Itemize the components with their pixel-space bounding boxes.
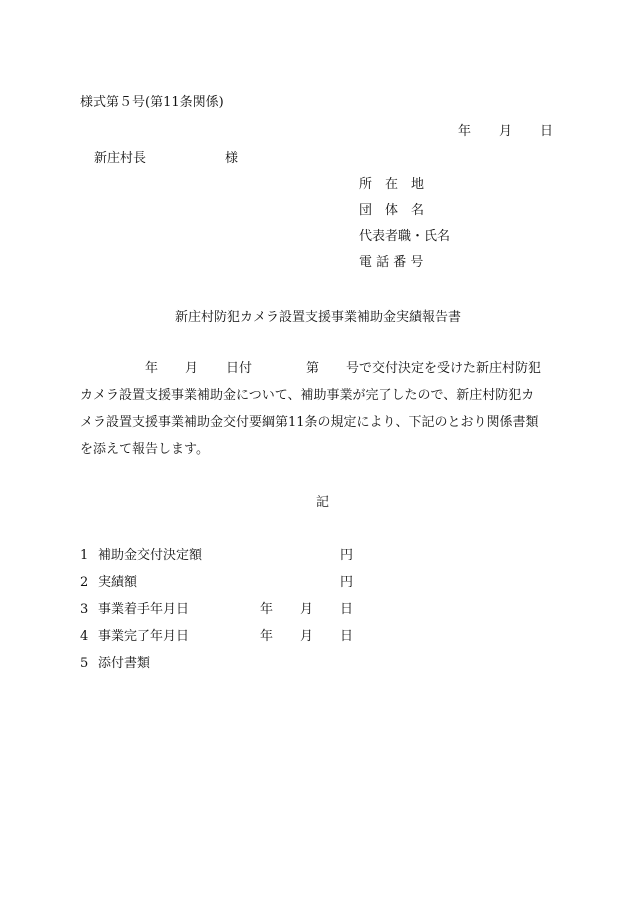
item-label: 実績額 — [98, 575, 138, 590]
date-year-label: 年 — [458, 124, 472, 139]
body-number-prefix: 第 — [306, 361, 320, 376]
item-label: 事業完了年月日 — [98, 629, 190, 644]
addressee-honorific: 様 — [225, 151, 239, 166]
phone-label: 電 話 番 号 — [359, 255, 424, 270]
item-label: 補助金交付決定額 — [98, 548, 203, 563]
address-label: 所 在 地 — [359, 177, 425, 192]
body-line-2: カメラ設置支援事業補助金について、補助事業が完了したので、新庄村防犯カ — [80, 388, 535, 403]
body-year: 年 — [145, 361, 159, 376]
item-month: 月 — [300, 629, 314, 644]
date-day-label: 日 — [540, 124, 554, 139]
item-number: 5 — [80, 656, 89, 671]
body-day-suffix: 日付 — [226, 361, 253, 376]
item-year: 年 — [260, 602, 274, 617]
item-month: 月 — [300, 602, 314, 617]
item-unit: 円 — [340, 548, 354, 563]
item-label: 添付書類 — [98, 656, 151, 671]
addressee-name: 新庄村長 — [94, 151, 147, 166]
item-day: 日 — [340, 629, 354, 644]
item-number: 4 — [80, 629, 89, 644]
body-line-1-rest: 号で交付決定を受けた新庄村防犯 — [346, 361, 542, 376]
item-number: 3 — [80, 602, 89, 617]
body-month: 月 — [185, 361, 199, 376]
item-unit: 円 — [340, 575, 354, 590]
date-month-label: 月 — [499, 124, 513, 139]
organization-label: 団 体 名 — [359, 203, 425, 218]
item-day: 日 — [340, 602, 354, 617]
document-title: 新庄村防犯カメラ設置支援事業補助金実績報告書 — [175, 310, 462, 325]
ki-heading: 記 — [316, 495, 330, 510]
item-number: 1 — [80, 548, 89, 563]
body-line-3: メラ設置支援事業補助金交付要綱第11条の規定により、下記のとおり関係書類 — [80, 415, 539, 430]
item-number: 2 — [80, 575, 89, 590]
item-label: 事業着手年月日 — [98, 602, 190, 617]
body-line-4: を添えて報告します。 — [80, 442, 209, 457]
representative-label: 代表者職・氏名 — [359, 229, 451, 244]
form-number: 様式第５号(第11条関係) — [80, 95, 224, 110]
item-year: 年 — [260, 629, 274, 644]
